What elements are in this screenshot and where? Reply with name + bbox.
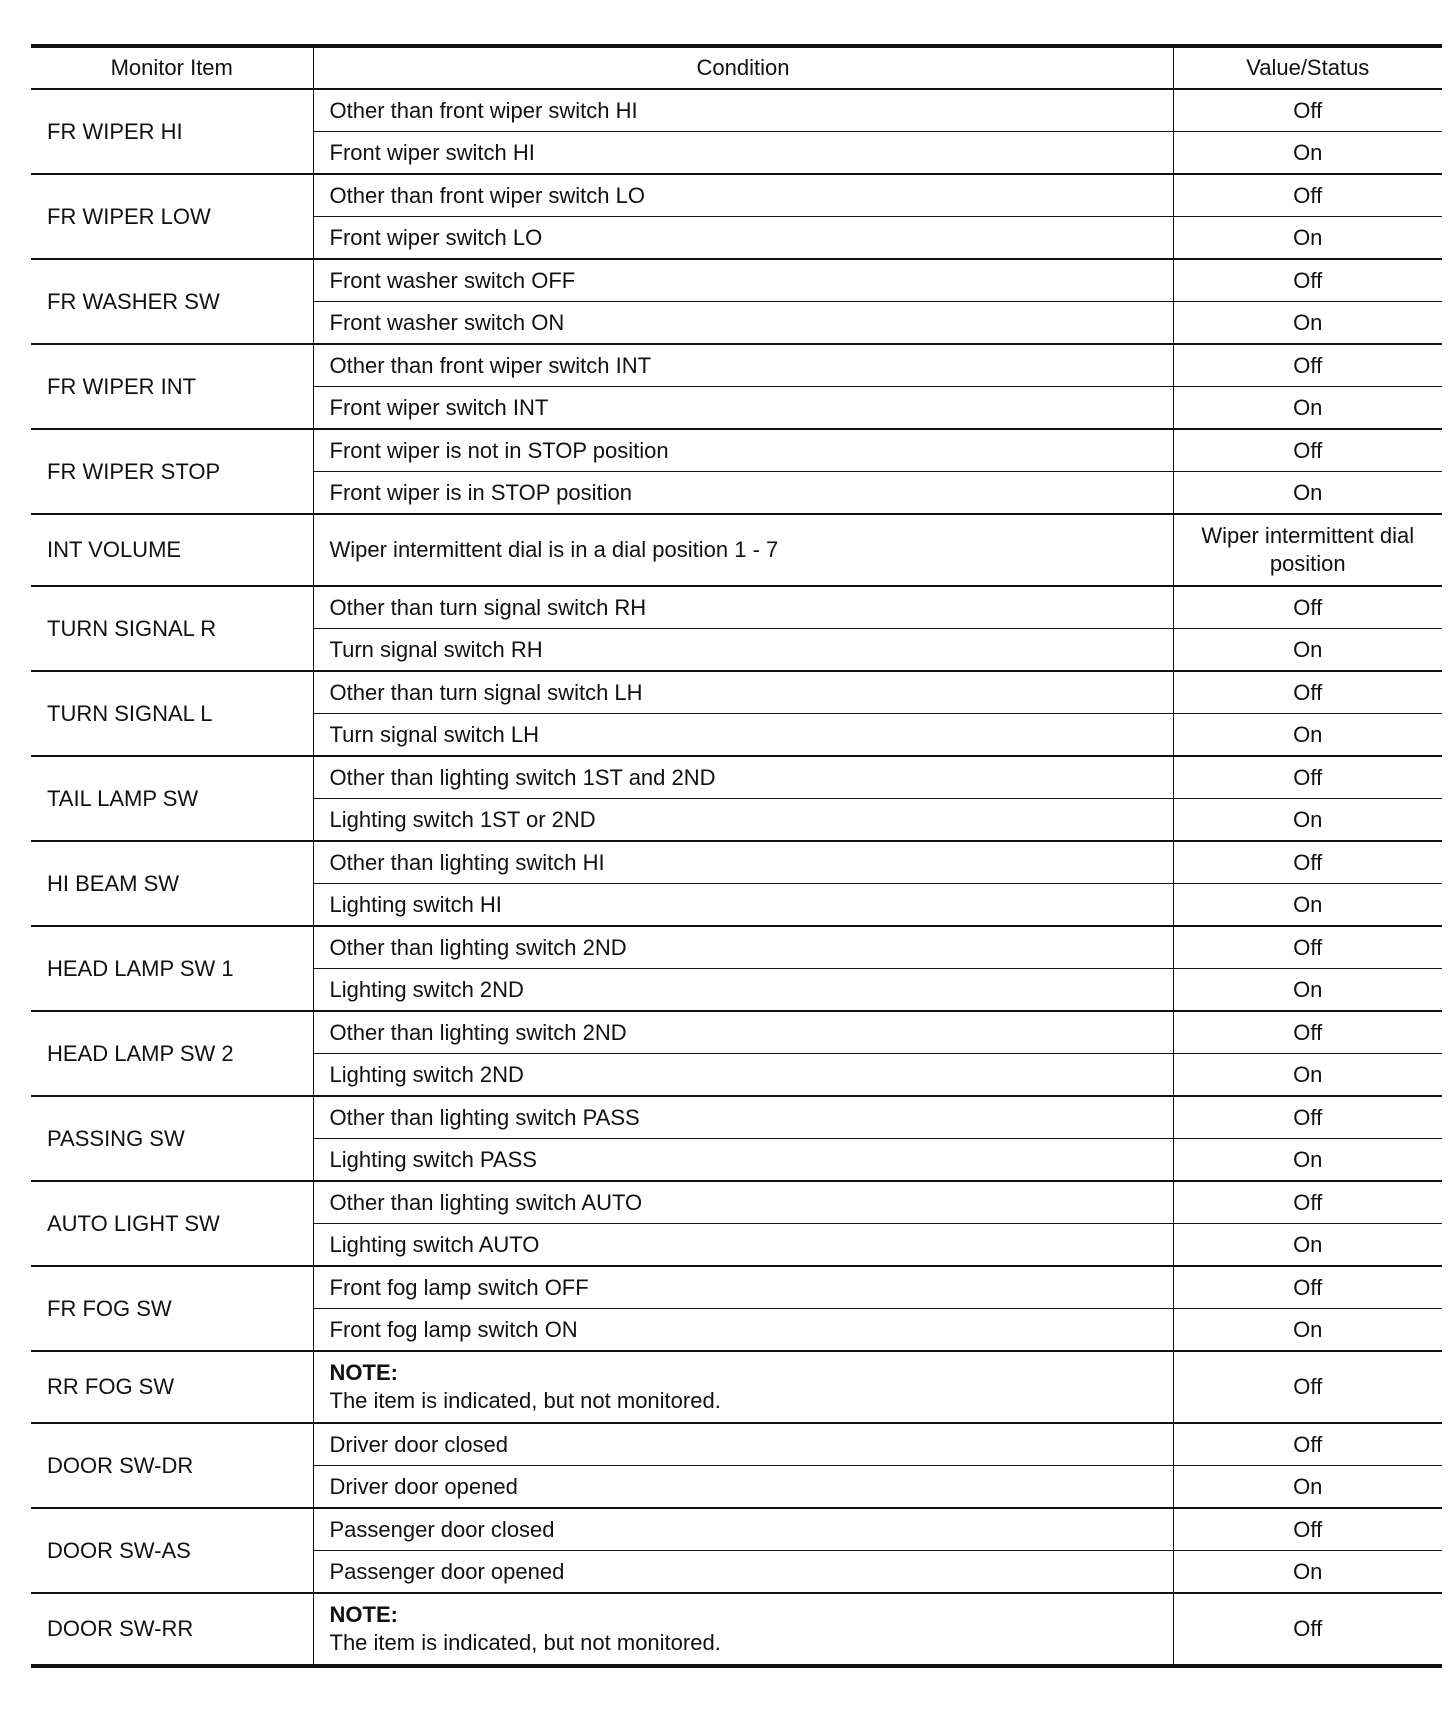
header-condition: Condition [313,46,1173,89]
monitor-item-cell: FR FOG SW [31,1266,313,1351]
table-row [31,1266,1442,1309]
condition-cell: Front wiper is not in STOP position [313,429,1173,472]
header-value-status: Value/Status [1173,46,1442,89]
condition-cell: Other than front wiper switch HI [313,89,1173,132]
condition-cell [313,1593,1173,1666]
value-status-cell: On [1173,217,1442,260]
value-status-cell: Off [1173,1011,1442,1054]
table-row [31,841,1442,884]
table-row [31,344,1442,387]
condition-cell: Lighting switch 2ND [313,969,1173,1012]
value-status-cell: On [1173,1466,1442,1509]
condition-cell: Lighting switch AUTO [313,1224,1173,1267]
condition-cell: Front wiper switch HI [313,132,1173,175]
condition-cell: Lighting switch PASS [313,1139,1173,1182]
value-status-cell: Off [1173,1508,1442,1551]
value-status-cell: On [1173,799,1442,842]
condition-cell: Other than front wiper switch INT [313,344,1173,387]
note-text: The item is indicated, but not monitored. [329,1630,721,1655]
condition-cell: Passenger door closed [313,1508,1173,1551]
condition-cell: Other than lighting switch PASS [313,1096,1173,1139]
condition-cell: Front wiper is in STOP position [313,472,1173,515]
value-status-cell: Off [1173,841,1442,884]
header-monitor-item: Monitor Item [31,46,313,89]
table-row [31,586,1442,629]
value-status-cell: On [1173,302,1442,345]
value-status-cell: On [1173,1309,1442,1352]
value-status-cell: Wiper intermittent dial position [1173,514,1442,586]
monitor-item-cell: FR WIPER HI [31,89,313,174]
condition-cell: Wiper intermittent dial is in a dial position 1 - 7 [313,514,1173,586]
condition-cell [313,1351,1173,1423]
table-body [31,89,1442,1666]
table-row [31,1096,1442,1139]
condition-cell: Front washer switch OFF [313,259,1173,302]
table-row [31,259,1442,302]
value-status-cell: On [1173,629,1442,672]
condition-cell: Other than turn signal switch RH [313,586,1173,629]
value-status-cell: Off [1173,89,1442,132]
table-row [31,1593,1442,1666]
value-status-cell: On [1173,1054,1442,1097]
monitor-item-cell: TURN SIGNAL L [31,671,313,756]
value-status-cell: On [1173,1139,1442,1182]
value-status-cell: On [1173,387,1442,430]
condition-cell: Other than lighting switch HI [313,841,1173,884]
condition-cell: Other than lighting switch 2ND [313,1011,1173,1054]
monitor-item-cell: FR WIPER STOP [31,429,313,514]
value-status-cell: Off [1173,1351,1442,1423]
monitor-item-cell: TAIL LAMP SW [31,756,313,841]
value-status-cell: Off [1173,1266,1442,1309]
monitor-item-cell: FR WASHER SW [31,259,313,344]
monitor-item-cell: HI BEAM SW [31,841,313,926]
monitor-item-cell: PASSING SW [31,1096,313,1181]
table-row [31,1011,1442,1054]
monitor-item-table [31,44,1442,1668]
condition-cell: Driver door closed [313,1423,1173,1466]
value-status-cell: On [1173,1551,1442,1594]
monitor-item-cell: HEAD LAMP SW 2 [31,1011,313,1096]
value-status-cell: Off [1173,1096,1442,1139]
value-status-cell: Off [1173,1181,1442,1224]
value-status-cell: On [1173,1224,1442,1267]
value-status-cell: On [1173,714,1442,757]
condition-cell: Other than lighting switch 1ST and 2ND [313,756,1173,799]
value-status-cell: On [1173,132,1442,175]
monitor-item-cell: INT VOLUME [31,514,313,586]
note-text: The item is indicated, but not monitored. [329,1388,721,1413]
table-row [31,1181,1442,1224]
header-row [31,46,1442,89]
condition-cell: Other than lighting switch AUTO [313,1181,1173,1224]
table-row [31,1508,1442,1551]
value-status-cell: Off [1173,756,1442,799]
table-row [31,926,1442,969]
value-status-cell: Off [1173,586,1442,629]
condition-cell: Front fog lamp switch OFF [313,1266,1173,1309]
monitor-item-cell: RR FOG SW [31,1351,313,1423]
monitor-item-cell: DOOR SW-RR [31,1593,313,1666]
monitor-item-cell: HEAD LAMP SW 1 [31,926,313,1011]
monitor-item-cell: AUTO LIGHT SW [31,1181,313,1266]
table-row [31,671,1442,714]
table-row [31,756,1442,799]
condition-cell: Other than front wiper switch LO [313,174,1173,217]
value-status-cell: Off [1173,429,1442,472]
condition-cell: Lighting switch HI [313,884,1173,927]
value-status-cell: Off [1173,1593,1442,1666]
condition-cell: Other than turn signal switch LH [313,671,1173,714]
condition-cell: Lighting switch 2ND [313,1054,1173,1097]
table-row [31,89,1442,132]
value-status-cell: On [1173,969,1442,1012]
value-status-cell: Off [1173,926,1442,969]
note-title: NOTE: [329,1602,398,1627]
value-status-cell: Off [1173,671,1442,714]
condition-cell: Driver door opened [313,1466,1173,1509]
monitor-item-cell: DOOR SW-AS [31,1508,313,1593]
value-status-cell: On [1173,472,1442,515]
monitor-item-cell: FR WIPER LOW [31,174,313,259]
table-row [31,429,1442,472]
value-status-cell: Off [1173,174,1442,217]
table-row [31,174,1442,217]
value-status-cell: Off [1173,259,1442,302]
value-status-cell: Off [1173,1423,1442,1466]
document-page [31,44,1442,1668]
note-title: NOTE: [329,1360,398,1385]
condition-cell: Front wiper switch LO [313,217,1173,260]
condition-cell: Front fog lamp switch ON [313,1309,1173,1352]
condition-cell: Front wiper switch INT [313,387,1173,430]
condition-cell: Turn signal switch LH [313,714,1173,757]
monitor-item-cell: DOOR SW-DR [31,1423,313,1508]
monitor-item-cell: FR WIPER INT [31,344,313,429]
table-header [31,46,1442,89]
table-row [31,1351,1442,1423]
table-row [31,1423,1442,1466]
condition-cell: Turn signal switch RH [313,629,1173,672]
condition-cell: Other than lighting switch 2ND [313,926,1173,969]
condition-cell: Lighting switch 1ST or 2ND [313,799,1173,842]
condition-cell: Front washer switch ON [313,302,1173,345]
value-status-cell: On [1173,884,1442,927]
condition-cell: Passenger door opened [313,1551,1173,1594]
value-status-cell: Off [1173,344,1442,387]
monitor-item-cell: TURN SIGNAL R [31,586,313,671]
table-row [31,514,1442,586]
